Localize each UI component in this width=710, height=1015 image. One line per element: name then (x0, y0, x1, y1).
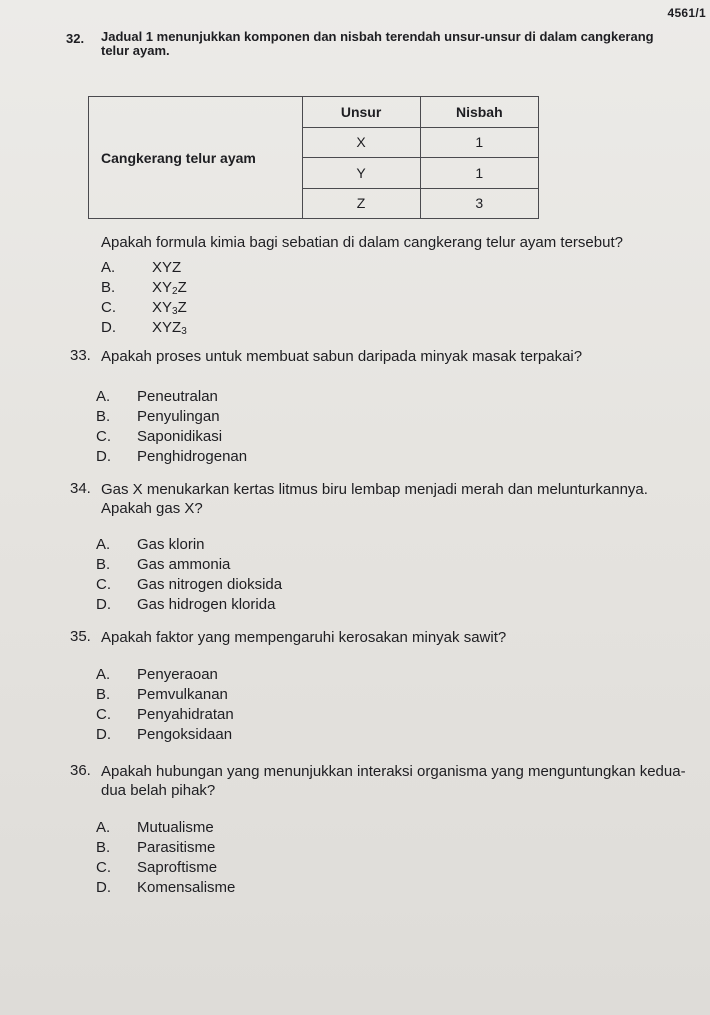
option-text: Saproftisme (137, 859, 218, 876)
table-1 (88, 96, 539, 219)
option-text: Parasitisme (137, 839, 216, 856)
table-cell-element: Y (302, 158, 420, 189)
option-letter: D. (101, 319, 116, 336)
option-letter: B. (101, 279, 116, 296)
option-letter: A. (96, 666, 111, 683)
question-34-number: 34. (70, 480, 91, 497)
option-letter: D. (96, 596, 111, 613)
option-letter: D. (96, 879, 111, 896)
option-text: Saponidikasi (137, 428, 223, 445)
option-formula: $XYZ_3$ (152, 319, 187, 337)
table-header-row (89, 97, 539, 128)
option-letter: B. (96, 686, 111, 703)
option-c[interactable] (96, 705, 234, 725)
option-d[interactable] (96, 595, 282, 615)
page-code: 4561/1 (667, 6, 706, 20)
option-text: Mutualisme (137, 819, 214, 836)
option-d[interactable] (96, 878, 235, 898)
question-33-number: 33. (70, 347, 91, 364)
option-a[interactable] (96, 665, 234, 685)
question-32-options (101, 258, 187, 338)
option-b[interactable] (101, 278, 187, 298)
option-c[interactable] (96, 858, 235, 878)
option-c[interactable] (101, 298, 187, 318)
question-33-text: Apakah proses untuk membuat sabun daripada minyak masak terpakai? (101, 348, 583, 365)
option-c[interactable] (96, 575, 282, 595)
question-35-number: 35. (70, 628, 91, 645)
question-36-options (96, 818, 235, 898)
option-text: Pemvulkanan (137, 686, 228, 703)
option-b[interactable] (96, 838, 235, 858)
option-d[interactable] (101, 318, 187, 338)
option-c[interactable] (96, 427, 247, 447)
question-36-text: Apakah hubungan yang menunjukkan interaksi organisma yang menguntungkan kedua-dua belah pihak? (101, 763, 686, 799)
question-33-options (96, 387, 247, 467)
option-text: Gas klorin (137, 536, 205, 553)
table-label-cell: Cangkerang telur ayam (89, 97, 303, 219)
option-letter: D. (96, 448, 111, 465)
option-letter: A. (96, 388, 111, 405)
option-letter: A. (101, 259, 116, 276)
table-header-unsur: Unsur (302, 97, 420, 128)
option-a[interactable] (96, 818, 235, 838)
question-34-text: Gas X menukarkan kertas litmus biru lembap menjadi merah dan melunturkannya. Apakah gas X? (101, 481, 648, 517)
option-b[interactable] (96, 407, 247, 427)
option-text: Komensalisme (137, 879, 236, 896)
option-letter: C. (101, 299, 116, 316)
option-d[interactable] (96, 725, 234, 745)
option-text: Penyulingan (137, 408, 220, 425)
option-letter: A. (96, 536, 111, 553)
table-header-nisbah: Nisbah (420, 97, 538, 128)
option-b[interactable] (96, 555, 282, 575)
option-b[interactable] (96, 685, 234, 705)
option-text: Penyeraoan (137, 666, 218, 683)
option-text: Gas nitrogen dioksida (137, 576, 283, 593)
option-letter: D. (96, 726, 111, 743)
table-cell-ratio: 3 (420, 188, 538, 219)
question-36-number: 36. (70, 762, 91, 779)
question-32-prompt: Apakah formula kimia bagi sebatian di dalam cangkerang telur ayam tersebut? (101, 234, 623, 251)
question-35-text: Apakah faktor yang mempengaruhi kerosakan minyak sawit? (101, 629, 507, 646)
table-cell-ratio: 1 (420, 158, 538, 189)
table-cell-ratio: 1 (420, 127, 538, 158)
question-32-number: 32. (66, 31, 85, 46)
question-32-text: Jadual 1 menunjukkan komponen dan nisbah terendah unsur-unsur di dalam cangkerang telur ayam. (101, 29, 654, 58)
option-letter: C. (96, 576, 111, 593)
option-text: Gas ammonia (137, 556, 231, 573)
option-a[interactable] (96, 535, 282, 555)
question-34-options (96, 535, 282, 615)
option-letter: B. (96, 556, 111, 573)
option-formula: XYZ (152, 259, 182, 276)
option-letter: C. (96, 706, 111, 723)
question-35-options (96, 665, 234, 745)
option-letter: C. (96, 428, 111, 445)
table-cell-element: Z (302, 188, 420, 219)
option-letter: B. (96, 839, 111, 856)
option-text: Pengoksidaan (137, 726, 233, 743)
option-a[interactable] (96, 387, 247, 407)
option-text: Penghidrogenan (137, 448, 248, 465)
option-a[interactable] (101, 258, 187, 278)
option-text: Penyahidratan (137, 706, 234, 723)
option-letter: C. (96, 859, 111, 876)
table-cell-element: X (302, 127, 420, 158)
option-letter: B. (96, 408, 111, 425)
option-text: Gas hidrogen klorida (137, 596, 276, 613)
option-formula: $XY_3Z$ (152, 299, 187, 317)
option-letter: A. (96, 819, 111, 836)
option-formula: $XY_2Z$ (152, 279, 187, 297)
option-d[interactable] (96, 447, 247, 467)
option-text: Peneutralan (137, 388, 218, 405)
